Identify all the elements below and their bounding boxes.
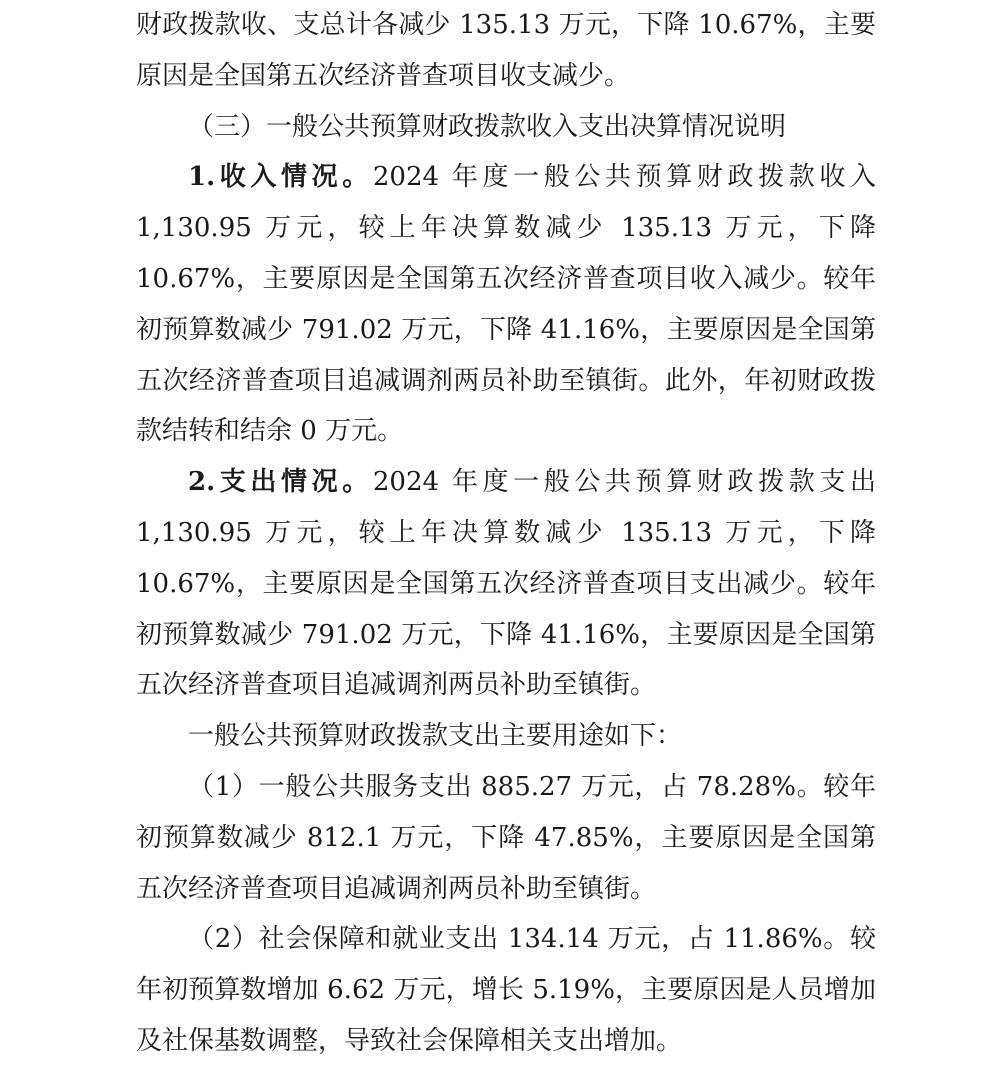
income-body: 2024 年度一般公共预算财政拨款收入 1,130.95 万元，较上年决算数减少 135.13 万元，下降 10.67%，主要原因是全国第五次经济普查项目收入减少。较年初预算数减少 791.02 万元，下降 41.16%，主要原因是全国第五次经济普查项目追减调剂两员补助至镇街。此外，年初财政拨款结转和结余 0 万元。: [136, 162, 876, 447]
section-heading: （三）一般公共预算财政拨款收入支出决算情况说明: [188, 111, 787, 142]
paragraph-usage-intro: 一般公共预算财政拨款支出主要用途如下：: [188, 721, 683, 752]
expenditure-lead: 2.支出情况。: [188, 467, 373, 498]
paragraph-total-change: 财政拨款收、支总计各减少 135.13 万元，下降 10.67%，主要原因是全国第五次经济普查项目收支减少。: [136, 10, 876, 91]
paragraph-income: [136, 152, 876, 457]
paragraph-expenditure: [136, 457, 876, 711]
document-page: [136, 0, 876, 1067]
income-lead: 1.收入情况。: [188, 162, 373, 193]
expenditure-body: 2024 年度一般公共预算财政拨款支出 1,130.95 万元，较上年决算数减少 135.13 万元，下降 10.67%，主要原因是全国第五次经济普查项目支出减少。较年初预算数减少 791.02 万元，下降 41.16%，主要原因是全国第五次经济普查项目追减调剂两员补助至镇街。: [136, 467, 876, 701]
paragraph-public-services: （1）一般公共服务支出 885.27 万元，占 78.28%。较年初预算数减少 812.1 万元，下降 47.85%，主要原因是全国第五次经济普查项目追减调剂两员补助至镇街。: [136, 771, 876, 904]
paragraph-social-security: （2）社会保障和就业支出 134.14 万元，占 11.86%。较年初预算数增加 6.62 万元，增长 5.19%，主要原因是人员增加及社保基数调整，导致社会保障相关支出增加。: [136, 924, 876, 1056]
